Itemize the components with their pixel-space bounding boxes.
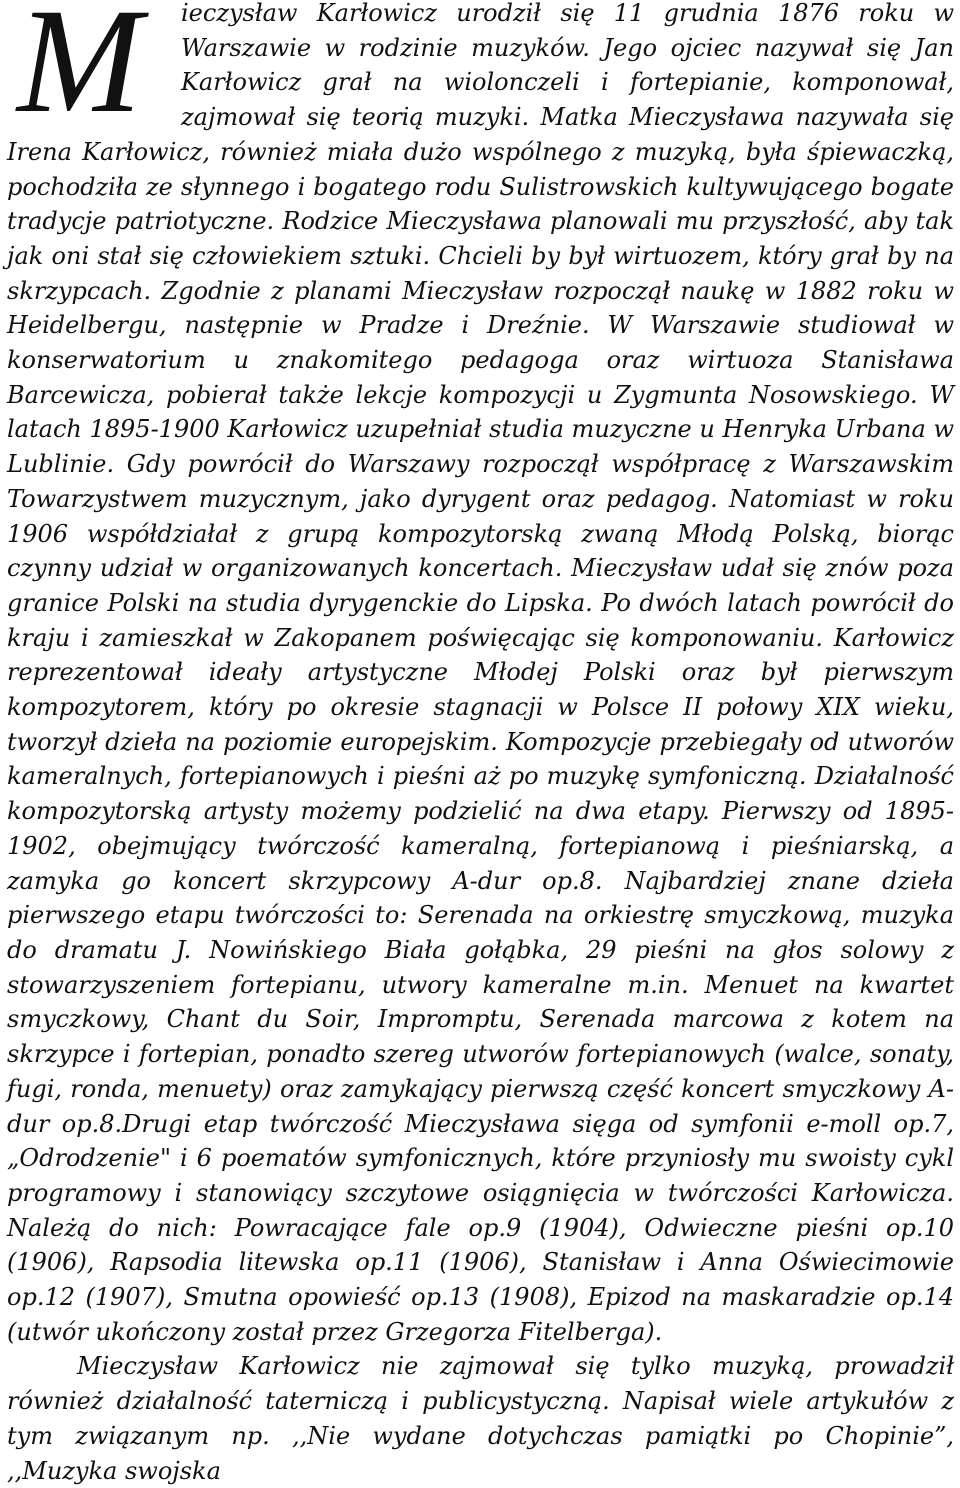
paragraph-biography-text: ieczysław Karłowicz urodził się 11 grudnia 1876 roku w Warszawie w rodzinie muzyków. Jego ojciec nazywał się Jan Karłowicz grał na wiolonczeli i fortepianie, komponował, zajmował się teorią muzyki. Matka Mieczysława nazywała się Irena Karłowicz, również miała dużo wspólnego z muzyką, była śpiewaczką, pochodziła ze słynnego i bogatego rodu Sulistrowskich kultywującego bogate tradycje patriotyczne. Rodzice Mieczysława planowali mu przyszłość, aby tak jak oni stał się człowiekiem sztuki. Chcieli by był wirtuozem, który grał by na skrzypcach. Zgodnie z planami Mieczysław rozpoczął naukę w 1882 roku w Heidelbergu, następnie w Pradze i Dreźnie. W Warszawie studiował w konserwatorium u znakomitego pedagoga oraz wirtuoza Stanisława Barcewicza, pobierał także lekcje kompozycji u Zygmunta Nosowskiego. W latach 1895-1900 Karłowicz uzupełniał studia muzyczne u Henryka Urbana w Lublinie. Gdy powrócił do Warszawy rozpoczął współpracę z Warszawskim Towarzystwem muzycznym, jako dyrygent oraz pedagog. Natomiast w roku 1906 współdziałał z grupą kompozytorską zwaną Młodą Polską, biorąc czynny udział w organizowanych koncertach. Mieczysław udał się znów poza granice Polski na studia dyrygenckie do Lipska. Po dwóch latach powrócił do kraju i zamieszkał w Zakopanem poświęcając się komponowaniu. Karłowicz reprezentował ideały artystyczne Młodej Polski oraz był pierwszym kompozytorem, który po okresie stagnacji w Polsce II połowy XIX wieku, tworzył dzieła na poziomie europejskim. Kompozycje przebiegały od utworów kameralnych, fortepianowych i pieśni aż po muzykę symfoniczną. Działalność kompozytorską artysty możemy podzielić na dwa etapy. Pierwszy od 1895-1902, obejmujący twórczość kameralną, fortepianową i pieśniarską, a zamyka go koncert skrzypcowy A-dur op.8. Najbardziej znane dzieła pierwszego etapu twórczości to: Serenada na orkiestrę smyczkową, muzyka do dramatu J. Nowińskiego Biała gołąbka, 29 pieśni na głos solowy z stowarzyszeniem fortepianu, utwory kameralne m.in. Menuet na kwartet smyczkowy, Chant du Soir, Impromptu, Serenada marcowa z kotem na skrzypce i fortepian, ponadto szereg utworów fortepianowych (walce, sonaty, fugi, ronda, menuety) oraz zamykający pierwszą część koncert smyczkowy A-dur op.8.Drugi etap twórczość Mieczysława sięga od symfonii e-moll op.7, „Odrodzenie" i 6 poematów symfonicznych, które przyniosły mu swoisty cykl programowy i stanowiący szczytowe osiągnięcia w twórczości Karłowicza. Należą do nich: Powracające fale op.9 (1904), Odwieczne pieśni op.10 (1906), Rapsodia litewska op.11 (1906), Stanisław i Anna Oświecimowie op.12 (1907), Smutna opowieść op.13 (1908), Epizod na maskaradzie op.14 (utwór ukończony został przez Grzegorza Fitelberga).	[7, 0, 954, 1346]
paragraph-biography	[7, 0, 954, 1349]
paragraph-activities	[7, 1349, 954, 1488]
drop-cap-letter: M	[17, 0, 142, 144]
paragraph-activities-text: Mieczysław Karłowicz nie zajmował się tylko muzyką, prowadził również działalność taterniczą i publicystyczną. Napisał wiele artykułów z tym związanym np. ,,Nie wydane dotychczas pamiątki po Chopinie”, ,,Muzyka swojska	[7, 1352, 954, 1485]
